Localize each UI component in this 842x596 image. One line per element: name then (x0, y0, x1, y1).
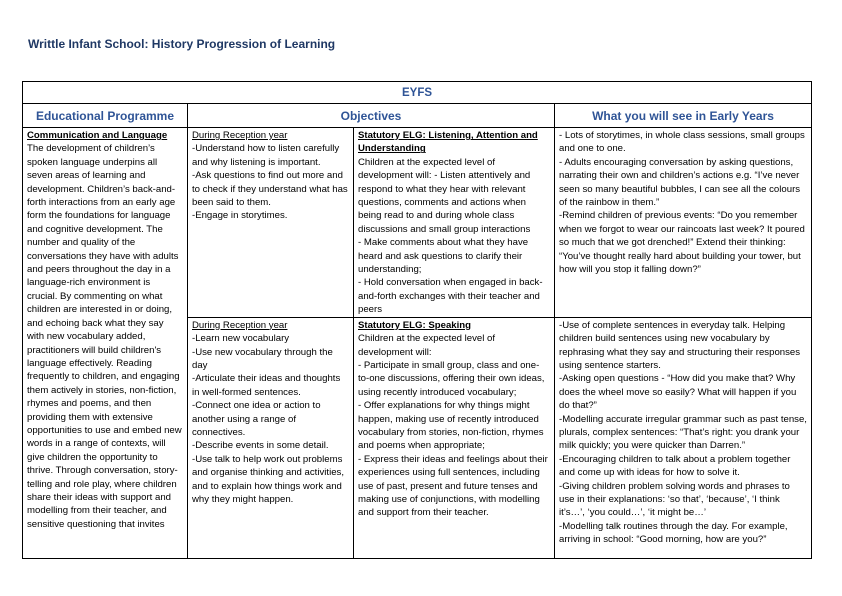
reception-heading: During Reception year (192, 319, 288, 331)
elg-item: - Make comments about what they have heard and ask questions to clarify their understanding; (358, 237, 529, 276)
reception-item: -Learn new vocabulary (192, 333, 290, 345)
elg-heading: Statutory ELG: Listening, Attention and Understanding (358, 130, 538, 155)
elg-intro: Children at the expected level of development will: (358, 333, 496, 358)
see-cell-2 (555, 317, 812, 558)
see-item: - Adults encouraging conversation by asking questions, narrating their own and children’s actions e.g. “I’ve never seen so many beautiful bubbles, I can see all the colours of the rainbow in them.” (559, 156, 801, 209)
see-item: -Remind children of previous events: “Do you remember when we forgot to wear our raincoats last week? It poured so much that we got drenched!” Extend their thinking: “You’ve thought really hard about building your tower, but how will you stop it falling down?” (559, 210, 805, 276)
elg-heading: Statutory ELG: Speaking (358, 319, 472, 331)
reception-cell-1 (188, 128, 354, 318)
reception-item: -Understand how to listen carefully and why listening is important. (192, 143, 340, 168)
see-item: -Modelling talk routines through the day. For example, arriving in school: “Good morning, how are you?” (559, 520, 788, 546)
elg-item: - Hold conversation when engaged in back-and-forth exchanges with their teacher and peers (358, 277, 543, 316)
elg-intro: Children at the expected level of development will: - Listen attentively and respond to what they hear with relevant questions, comments and actions when being read to and during whole class discussions and small group interactions (358, 156, 531, 235)
progression-table (22, 81, 812, 559)
reception-item: -Engage in storytimes. (192, 210, 288, 222)
see-item: -Asking open questions - “How did you make that? Why does the wheel move so easily? What will happen if you do that?” (559, 373, 797, 412)
column-header-objectives: Objectives (188, 104, 555, 128)
programme-heading: Communication and Language (27, 130, 168, 141)
elg-cell-2 (354, 317, 555, 558)
see-item: -Use of complete sentences in everyday talk. Helping children build sentences using new vocabulary by rephrasing what they say and structuring their responses using sentence starters. (559, 319, 801, 371)
reception-cell-2 (188, 317, 354, 558)
reception-heading: During Reception year (192, 130, 288, 141)
reception-item: -Use new vocabulary through the day (192, 346, 333, 371)
see-item: - Lots of storytimes, in whole class sessions, small groups and one to one. (559, 130, 805, 155)
see-item: -Modelling accurate irregular grammar such as past tense, plurals, complex sentences: “That’s right: you drank your milk quickly; you were quicker than Darren.” (559, 413, 807, 452)
see-item: -Encouraging children to talk about a problem together and come up with ideas for how to solve it. (559, 453, 791, 479)
reception-item: -Ask questions to find out more and to check if they understand what has been said to them. (192, 170, 348, 209)
see-cell-1 (555, 128, 812, 318)
programme-text: The development of children’s spoken language underpins all seven areas of learning and development. Children’s back-and-forth interactions from an early age form the foundations for language and cognitive development. The number and quality of the conversations they have with adults and peers throughout the day in a language-rich environment is crucial. By commenting on what children are interested in or doing, and echoing back what they say with new vocabulary added, practitioners will build children's language effectively. Reading frequently to children, and engaging them actively in stories, non-fiction, rhymes and poems, and then providing them with extensive opportunities to use and embed new words in a range of contexts, will give children the opportunity to thrive. Through conversation, story-telling and role play, where children share their ideas with support and modelling from their teacher, and sensitive questioning that invites (27, 143, 182, 530)
document-title: Writtle Infant School: History Progression of Learning (28, 37, 336, 51)
reception-item: -Connect one idea or action to another using a range of connectives. (192, 400, 321, 438)
reception-item: -Use talk to help work out problems and organise thinking and activities, and to explain how things work and why they might happen. (192, 453, 344, 505)
elg-cell-1 (354, 128, 555, 318)
elg-item: - Express their ideas and feelings about their experiences using full sentences, including use of past, present and future tenses and making use of conjunctions, with modelling and support from their teacher. (358, 453, 548, 519)
stage-header: EYFS (23, 82, 812, 104)
column-header-programme: Educational Programme (23, 104, 188, 128)
column-header-see: What you will see in Early Years (555, 104, 812, 128)
reception-item: -Articulate their ideas and thoughts in well-formed sentences. (192, 373, 341, 398)
reception-item: -Describe events in some detail. (192, 440, 329, 452)
programme-cell (23, 128, 188, 559)
see-item: -Giving children problem solving words and phrases to use in their explanations: ‘so that’, ‘because’, ‘I think it’s…’, ‘you could…’, ‘it might be…’ (559, 480, 790, 519)
elg-item: - Participate in small group, class and one-to-one discussions, offering their own ideas, using recently introduced vocabulary; (358, 359, 545, 398)
elg-item: - Offer explanations for why things might happen, making use of recently introduced vocabulary from stories, non-fiction, rhymes and poems when appropriate; (358, 400, 544, 452)
